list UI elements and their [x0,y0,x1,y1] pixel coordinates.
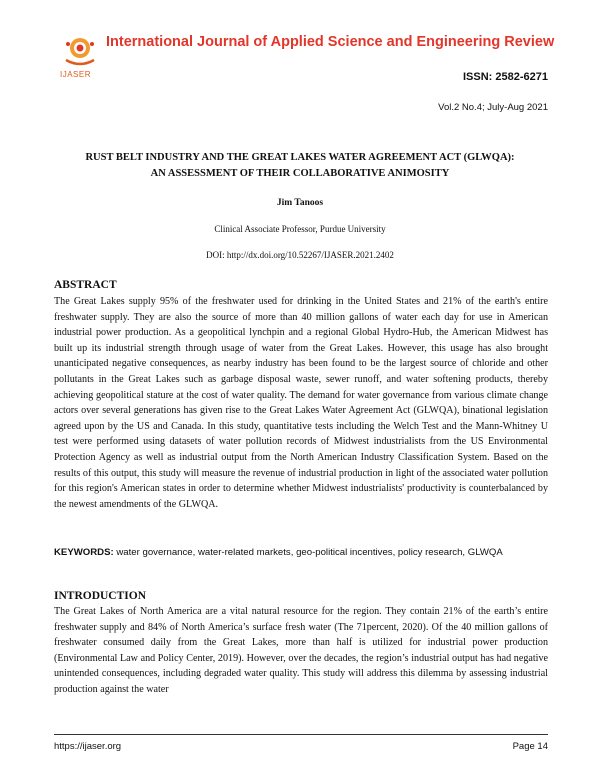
introduction-heading: INTRODUCTION [54,590,147,602]
journal-title: International Journal of Applied Science and Engineering Review [106,34,555,50]
footer-url-link[interactable]: https://ijaser.org [54,741,122,752]
page-number: Page 14 [512,741,548,752]
logo-label: IJASER [60,70,92,79]
issn: ISSN: 2582-6271 [463,71,548,83]
article-title-line-1: RUST BELT INDUSTRY AND THE GREAT LAKES WATER AGREEMENT ACT (GLWQA): [85,152,515,163]
author-name: Jim Tanoos [276,198,324,208]
ijaser-logo-icon [62,34,98,74]
keywords-text: water governance, water-related markets, geo-political incentives, policy research, GLWQA [113,547,503,558]
doi-link[interactable]: DOI: http://dx.doi.org/10.52267/IJASER.2021.2402 [206,250,394,260]
volume-issue: Vol.2 No.4; July-Aug 2021 [438,102,548,113]
introduction-text: The Great Lakes of North America are a vital natural resource for the region. They contain 21% of the earth’s entire freshwater supply and 84% of North America’s surface fresh water (The 71percent, 2020). Of the 40 million gallons of freshwater consumed daily from the Great Lakes, more than half is utilized for industrial power production (Environmental Law and Policy Center, 2019). However, over the decades, the region’s industrial output has had negative unintended consequences, including degraded water quality. This study will address this dilemma by assessing industrial production against the water [54,606,548,695]
author-affiliation: Clinical Associate Professor, Purdue University [214,224,386,234]
abstract-text: The Great Lakes supply 95% of the freshwater used for drinking in the United States and 21% of the earth's entire freshwater supply. They are also the source of more than 40 million gallons of water each day for use in American industrial power production. As a geopolitical lynchpin and a regional Global Hydro-Hub, the American Midwest has built up its industrial strength through usage of water from the Great Lakes. However, this usage has also brought unanticipated negative consequences, as nearby industry has been found to be the largest source of chloride and other pollutants in the Great Lakes such as garbage disposal waste, sewer runoff, and water softening products, thereby achieving geopolitical stature at the cost of water quality. The demand for water governance from various climate change actors over several generations has given rise to the Great Lakes Water Agreement Act (GLWQA), binational legislation agreed upon by the US and Canada. In this study, quantitative tests including the Welch Test and the Mann-Whitney U test were performed using datasets of water pollution records of Midwest industrialists from the US Environmental Protection Agency as well as industrial output from the North American Industry Classification System. Based on the results of this output, this study will measure the revenue of industrial production in light of the associated water pollution for this region's American states in order to determine whether Midwest industrialists' productivity is counterbalanced by the newest amendments of the GLWQA. [54,296,548,510]
article-title-line-2: AN ASSESSMENT OF THEIR COLLABORATIVE ANIMOSITY [150,168,450,179]
keywords-label: KEYWORDS: [54,547,114,558]
keywords [54,545,548,561]
abstract-heading: ABSTRACT [54,279,117,291]
footer-divider [54,734,548,735]
